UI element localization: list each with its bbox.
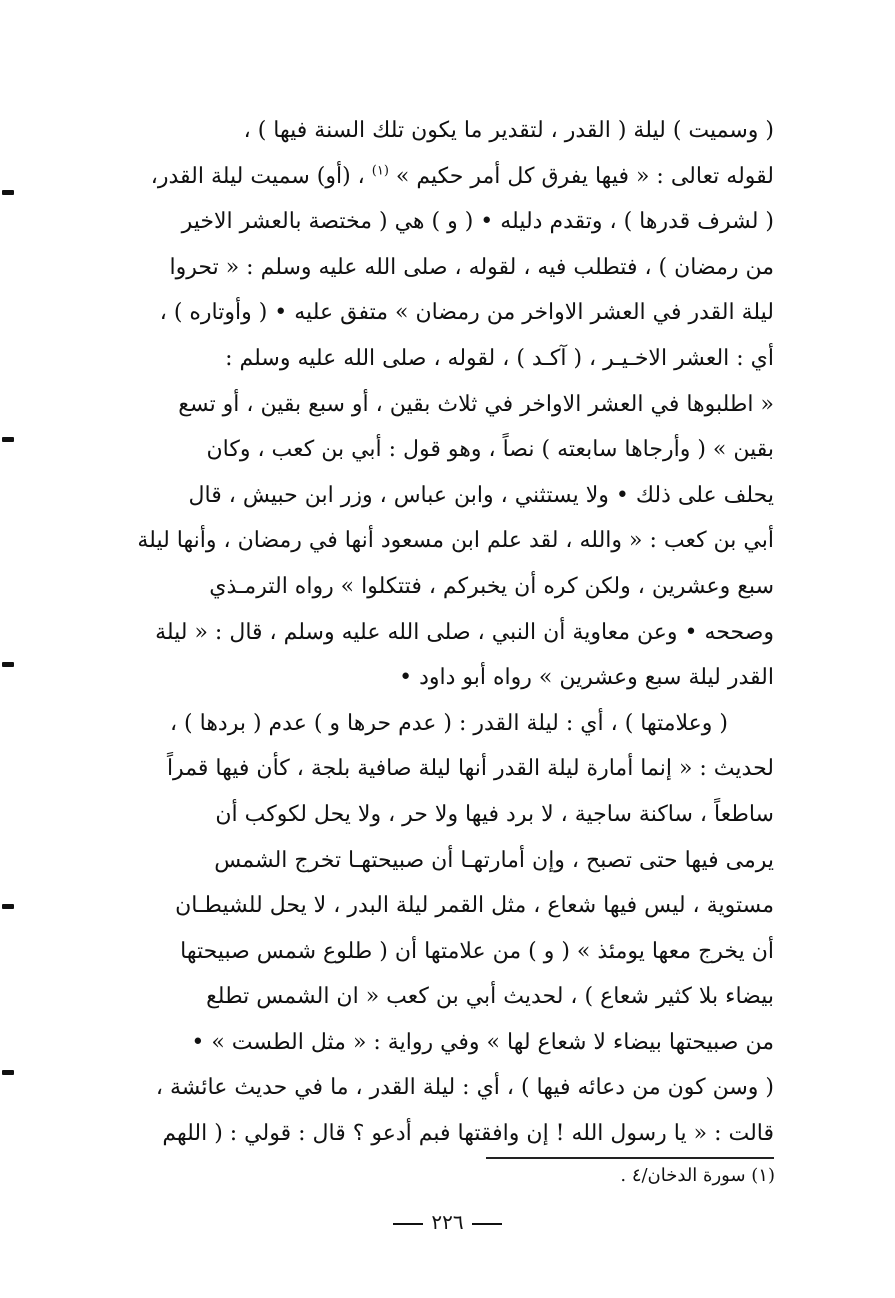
page-number (0, 1208, 895, 1236)
text-line: وصححه • وعن معاوية أن النبي ، صلى الله عليه وسلم ، قال : « ليلة (155, 619, 774, 645)
text-line: « اطلبوها في العشر الاواخر في ثلاث بقين ، أو سبع بقين ، أو تسع (178, 391, 774, 417)
footnote-marker: (١) (371, 163, 389, 179)
margin-mark (2, 190, 14, 195)
text-line: أبي بن كعب : « والله ، لقد علم ابن مسعود أنها في رمضان ، وأنها ليلة (137, 528, 774, 554)
text-line: ساطعاً ، ساكنة ساجية ، لا برد فيها ولا حر ، ولا يحل لكوكب أن (215, 801, 774, 827)
text-line: لحديث : « إنما أمارة ليلة القدر أنها ليلة صافية بلجة ، كأن فيها قمراً (166, 756, 774, 782)
text-line: من صبيحتها بيضاء لا شعاع لها » وفي رواية : « مثل الطست » • (191, 1029, 774, 1055)
text-line: ليلة القدر في العشر الاواخر من رمضان » متفق عليه • ( وأوتاره ) ، (159, 300, 774, 326)
text-line-part: لقوله تعالى : « فيها يفرق كل أمر حكيم » (395, 163, 774, 189)
text-line: يرمى فيها حتى تصبح ، وإن أمارتهـا أن صبيحتهـا تخرج الشمس (214, 847, 774, 873)
margin-mark (2, 1070, 14, 1075)
text-line (122, 154, 774, 200)
text-line-part: ، (أو) سميت ليلة القدر، (150, 163, 365, 189)
text-line: ( لشرف قدرها ) ، وتقدم دليله • ( و ) هي ( مختصة بالعشر الاخير (181, 209, 774, 235)
main-text-block (122, 108, 774, 1157)
text-line: قالت : « يا رسول الله ! إن وافقتها فبم أدعو ؟ قال : قولي : ( اللهم (162, 1121, 774, 1147)
footnote: (١) سورة الدخان/٤ . (620, 1165, 775, 1186)
text-line: من رمضان ) ، فتطلب فيه ، لقوله ، صلى الله عليه وسلم : « تحروا (169, 254, 774, 280)
text-line: القدر ليلة سبع وعشرين » رواه أبو داود • (399, 665, 774, 691)
text-line: يحلف على ذلك • ولا يستثني ، وابن عباس ، وزر ابن حبيش ، قال (188, 482, 774, 508)
text-line: سبع وعشرين ، ولكن كره أن يخبركم ، فتتكلوا » رواه الترمـذي (209, 573, 774, 599)
page-number-dash (393, 1223, 423, 1225)
text-line: بقين » ( وأرجاها سابعته ) نصاً ، وهو قول : أبي بن كعب ، وكان (206, 437, 774, 463)
footnote-divider (486, 1157, 774, 1159)
margin-mark (2, 662, 14, 667)
text-line: أن يخرج معها يومئذ » ( و ) من علامتها أن ( طلوع شمس صبيحتها (180, 938, 774, 964)
text-line: بيضاء بلا كثير شعاع ) ، لحديث أبي بن كعب « ان الشمس تطلع (206, 984, 774, 1010)
margin-mark (2, 904, 14, 909)
page-number-value: ٢٢٦ (431, 1210, 464, 1234)
text-line: ( وسميت ) ليلة ( القدر ، لتقدير ما يكون تلك السنة فيها ) ، (243, 118, 774, 143)
text-line: مستوية ، ليس فيها شعاع ، مثل القمر ليلة البدر ، لا يحل للشيطـان (175, 893, 774, 919)
text-line: ( وسن كون من دعائه فيها ) ، أي : ليلة القدر ، ما في حديث عائشة ، (155, 1075, 774, 1101)
margin-mark (2, 437, 14, 442)
text-line: أي : العشر الاخـيـر ، ( آكـد ) ، لقوله ، صلى الله عليه وسلم : (225, 345, 774, 371)
text-line: ( وعلامتها ) ، أي : ليلة القدر : ( عدم حرها و ) عدم ( بردها ) ، (169, 710, 728, 736)
page-number-dash (472, 1223, 502, 1225)
